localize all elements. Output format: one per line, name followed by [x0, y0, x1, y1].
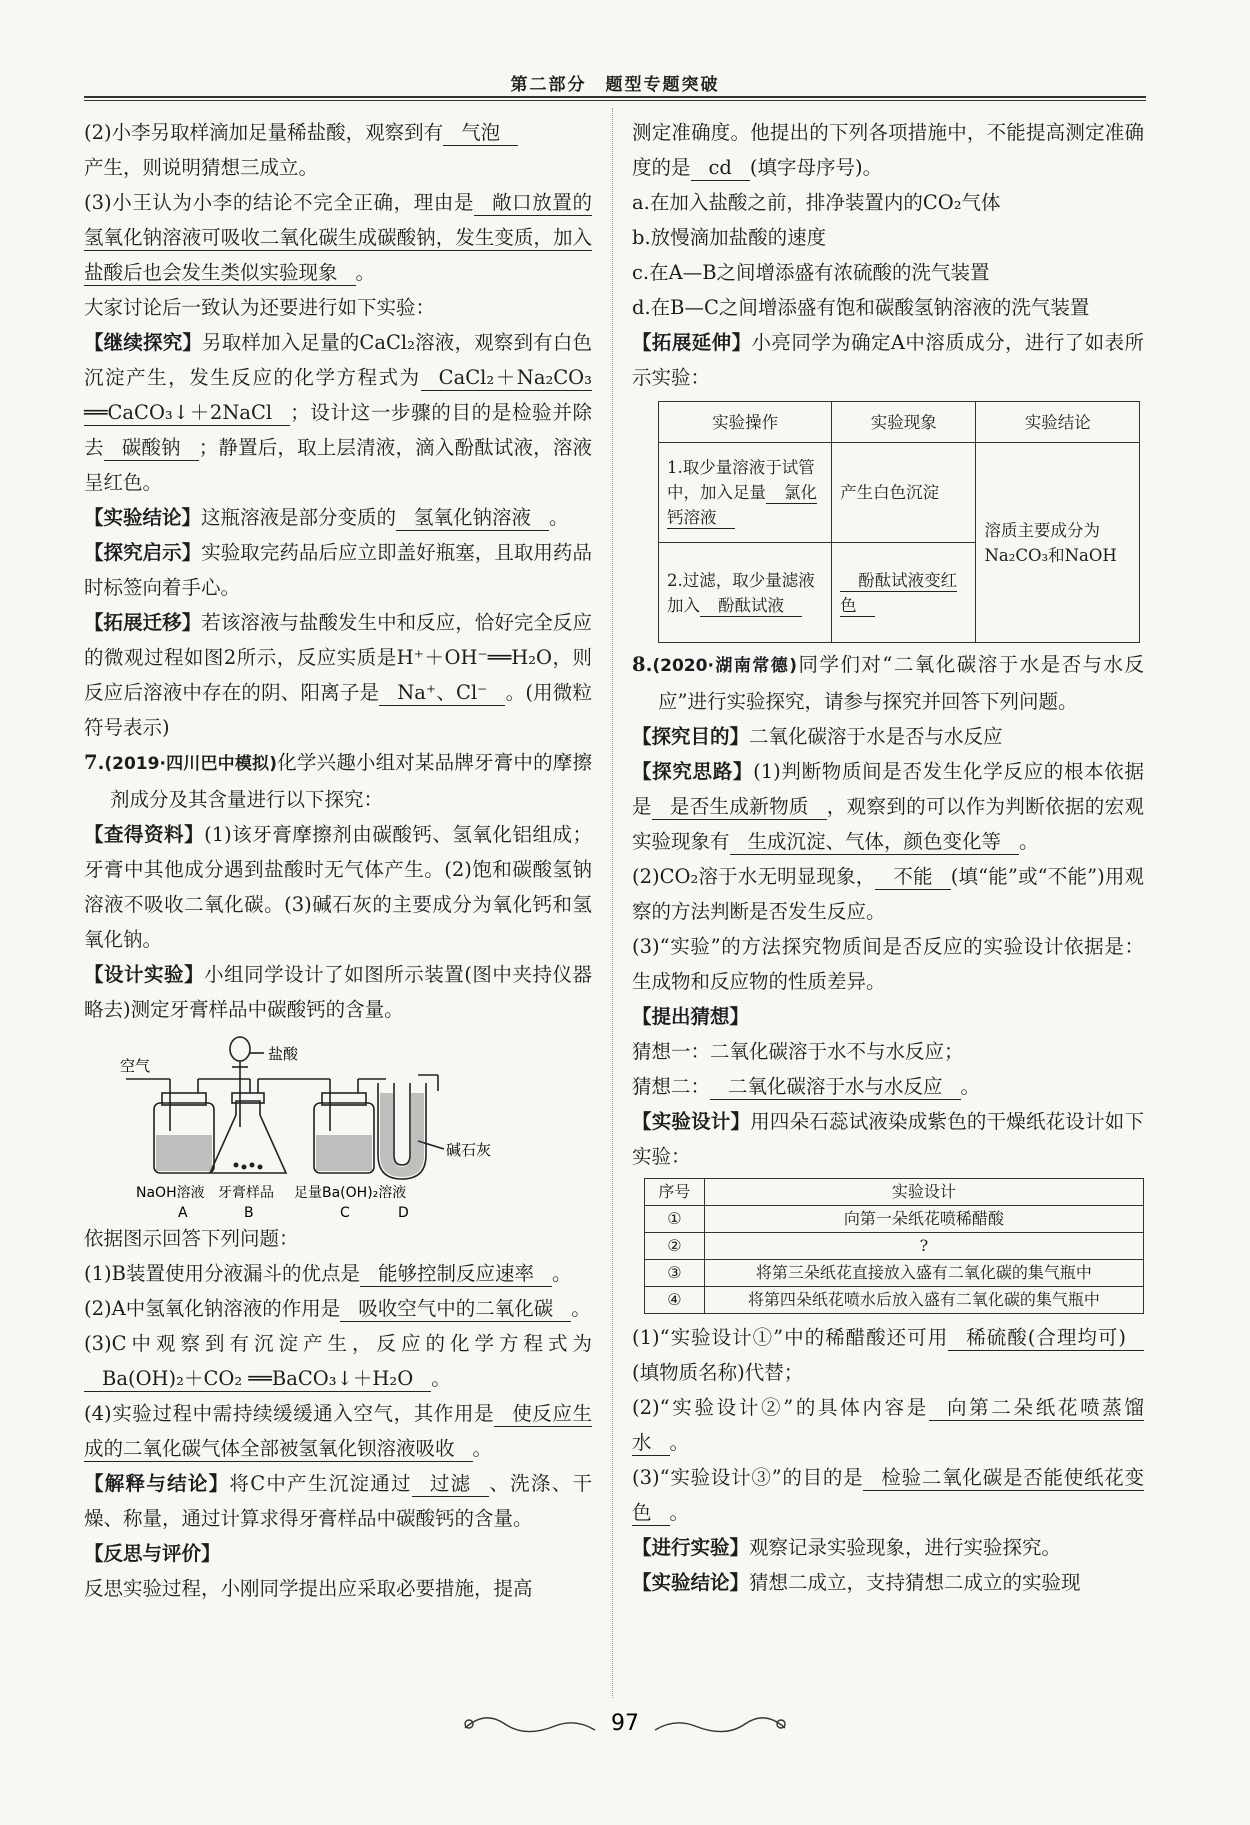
- text-line: 依据图示回答下列问题：: [84, 1227, 299, 1250]
- option-a: a.在加入盐酸之前，排净装置内的CO₂气体: [632, 191, 1001, 214]
- section-tag: 【设计实验】: [84, 963, 205, 986]
- section-tag: 【进行实验】: [632, 1536, 750, 1559]
- text-line: 【拓展迁移】若该溶液与盐酸发生中和反应，恰好完全反应的微观过程如图2所示，反应实质是H⁺＋OH⁻══H₂O，则反应后溶液中存在的阴、阳离子是 Na⁺、Cl⁻ 。(用微粒符号表示): [84, 611, 592, 739]
- table-cell: ?: [704, 1233, 1143, 1260]
- text-line: 【设计实验】小组同学设计了如图所示装置(图中夹持仪器略去)测定牙膏样品中碳酸钙的含量。: [84, 963, 592, 1021]
- apparatus-diagram: [118, 1031, 538, 1221]
- question-8: 8.(2020·湖南常德)同学们对“二氧化碳溶于水是否与水反应”进行实验探究，请参与探究并回答下列问题。: [632, 653, 1144, 713]
- text-line: (3)小王认为小李的结论不完全正确，理由是 敞口放置的氢氧化钠溶液可吸收二氧化碳生成碳酸钠，发生变质，加入盐酸后也会发生类似实验现象 。: [84, 191, 592, 284]
- table-cell: 1.取少量溶液于试管中，加入足量 氯化钙溶液: [659, 443, 832, 543]
- diagram-label-acid: 盐酸: [268, 1045, 299, 1063]
- answer-blank: 生成沉淀、气体，颜色变化等: [730, 830, 1020, 855]
- answer-blank: 氢氧化钠溶液: [396, 506, 549, 531]
- answer-blank: 检验二氧化碳是否能使纸花变色: [632, 1466, 1144, 1524]
- text-line: 猜想二： 二氧化碳溶于水与水反应 。: [632, 1075, 981, 1098]
- text-line: 【探究目的】二氧化碳溶于水是否与水反应: [632, 725, 1003, 748]
- diagram-caption-b: 牙膏样品: [218, 1185, 274, 1201]
- page-header: 第二部分 题型专题突破: [510, 75, 720, 95]
- section-tag: 【继续探究】: [84, 331, 203, 354]
- column-divider: [612, 108, 613, 1698]
- text-line: (3)“实验”的方法探究物质间是否反应的实验设计依据是：生成物和反应物的性质差异。: [632, 935, 1144, 993]
- section-tag: 【解释与结论】: [84, 1472, 230, 1495]
- diagram-label-lime: 碱石灰: [446, 1141, 492, 1159]
- option-b: b.放慢滴加盐酸的速度: [632, 226, 827, 249]
- answer-blank: 不能: [875, 865, 950, 890]
- table-header: 序号: [645, 1179, 705, 1206]
- table-row: [645, 1260, 1144, 1287]
- table-cell: 将第四朵纸花喷水后放入盛有二氧化碳的集气瓶中: [704, 1287, 1143, 1314]
- text-line: 猜想一：二氧化碳溶于水不与水反应；: [632, 1040, 964, 1063]
- table-cell: 产生白色沉淀: [832, 443, 976, 543]
- diagram-letter-c: C: [340, 1205, 350, 1221]
- answer-blank: 过滤: [412, 1472, 490, 1497]
- diagram-caption-a: NaOH溶液: [136, 1185, 205, 1201]
- answer-blank: 向第二朵纸花喷蒸馏水: [632, 1396, 1144, 1454]
- section-tag: 【查得资料】: [84, 823, 205, 846]
- section-tag: 【实验结论】: [632, 1571, 750, 1594]
- text-line: 【探究思路】(1)判断物质间是否发生化学反应的根本依据是 是否生成新物质 ，观察到的可以作为判断依据的宏观实验现象有 生成沉淀、气体，颜色变化等 。: [632, 760, 1144, 853]
- table-header: 实验设计: [704, 1179, 1143, 1206]
- answer-blank: 酚酞试液: [700, 596, 802, 617]
- section-tag: 【实验设计】: [632, 1110, 751, 1133]
- table-row: [645, 1233, 1144, 1260]
- table-row: [659, 443, 1140, 543]
- table-cell: 2.过滤，取少量滤液加入 酚酞试液: [659, 543, 832, 643]
- text-line: (4)实验过程中需持续缓缓通入空气，其作用是 使反应生成的二氧化碳气体全部被氢氧化钡溶液吸收 。: [84, 1402, 592, 1460]
- diagram-letter-d: D: [398, 1205, 409, 1221]
- table-cell: ②: [645, 1233, 705, 1260]
- answer-blank: Na⁺、Cl⁻: [379, 681, 505, 706]
- experiment-table-2: [644, 1178, 1144, 1314]
- question-source: (2019·四川巴中模拟): [104, 754, 277, 774]
- answer-blank: CaCl₂＋Na₂CO₃ ══CaCO₃↓＋2NaCl: [84, 366, 592, 424]
- footer-ornament: [445, 1702, 805, 1742]
- option-d: d.在B—C之间增添盛有饱和碳酸氢钠溶液的洗气装置: [632, 296, 1090, 319]
- table-header-row: [645, 1179, 1144, 1206]
- section-tag: 【拓展迁移】: [84, 611, 202, 634]
- right-column: [632, 115, 1144, 1600]
- page-number: 97: [611, 1711, 639, 1736]
- text-line: 【拓展延伸】小亮同学为确定A中溶质成分，进行了如表所示实验：: [632, 331, 1144, 389]
- text-line: (1)B装置使用分液漏斗的优点是 能够控制反应速率 。: [84, 1262, 572, 1285]
- answer-blank: 气泡: [443, 121, 518, 146]
- diagram-caption-c: 足量Ba(OH)₂溶液: [294, 1185, 407, 1201]
- experiment-table-1: [658, 401, 1140, 643]
- text-line: (3)C中观察到有沉淀产生，反应的化学方程式为Ba(OH)₂＋CO₂ ══BaCO₃↓＋H₂O 。: [84, 1332, 592, 1390]
- text-line: 【实验结论】猜想二成立，支持猜想二成立的实验现: [632, 1571, 1081, 1594]
- table-cell: 将第三朵纸花直接放入盛有二氧化碳的集气瓶中: [704, 1260, 1143, 1287]
- question-source: (2020·湖南常德): [652, 656, 798, 676]
- question-7: 7.(2019·四川巴中模拟)化学兴趣小组对某品牌牙膏中的摩擦剂成分及其含量进行以下探究：: [84, 751, 592, 811]
- section-tag: 【拓展延伸】: [632, 331, 752, 354]
- answer-blank: Ba(OH)₂＋CO₂ ══BaCO₃↓＋H₂O: [84, 1367, 431, 1392]
- text-line: (2)“实验设计②”的具体内容是 向第二朵纸花喷蒸馏水 。: [632, 1396, 1144, 1454]
- section-tag: 【探究启示】: [84, 541, 202, 564]
- left-column: [84, 115, 592, 1606]
- table-cell: 向第一朵纸花喷稀醋酸: [704, 1206, 1143, 1233]
- table-cell: ④: [645, 1287, 705, 1314]
- table-row: [645, 1206, 1144, 1233]
- text-line: 大家讨论后一致认为还要进行如下实验：: [84, 296, 436, 319]
- table-cell: ①: [645, 1206, 705, 1233]
- answer-blank: 氯化钙溶液: [667, 483, 817, 527]
- diagram-label-air: 空气: [120, 1057, 151, 1075]
- page-footer: [0, 1702, 1250, 1742]
- answer-blank: 敞口放置的氢氧化钠溶液可吸收二氧化碳生成碳酸钠，发生变质，加入盐酸后也会发生类似实验现象: [84, 191, 592, 284]
- text-line: (2)小李另取样滴加足量稀盐酸，观察到有 气泡 产生，则说明猜想三成立。: [84, 115, 592, 185]
- answer-blank: 能够控制反应速率: [360, 1262, 552, 1287]
- text-line: 【解释与结论】将C中产生沉淀通过 过滤 、洗涤、干燥、称量，通过计算求得牙膏样品中碳酸钙的含量。: [84, 1472, 592, 1530]
- answer-blank: 酚酞试液变红色: [840, 570, 958, 615]
- table-row: [645, 1287, 1144, 1314]
- table-header: 实验现象: [832, 402, 976, 443]
- text-line: 反思实验过程，小刚同学提出应采取必要措施，提高: [84, 1577, 533, 1600]
- table-cell: [832, 543, 976, 643]
- table-cell: 溶质主要成分为Na₂CO₃和NaOH: [976, 443, 1140, 643]
- table-cell: ③: [645, 1260, 705, 1287]
- answer-blank: 碳酸钠: [104, 436, 199, 461]
- section-tag: 【探究目的】: [632, 725, 750, 748]
- text-line: 【进行实验】观察记录实验现象，进行实验探究。: [632, 1536, 1062, 1559]
- text-line: (2)A中氢氧化钠溶液的作用是 吸收空气中的二氧化碳 。: [84, 1297, 591, 1320]
- answer-blank: 二氧化碳溶于水与水反应: [710, 1075, 961, 1100]
- diagram-letter-b: B: [244, 1205, 254, 1221]
- text-line: 【提出猜想】: [632, 1005, 750, 1028]
- answer-blank: 吸收空气中的二氧化碳: [340, 1297, 571, 1322]
- answer-blank: 稀硫酸(合理均可): [948, 1326, 1144, 1351]
- option-c: c.在A—B之间增添盛有浓硫酸的洗气装置: [632, 261, 990, 284]
- table-header: 实验操作: [659, 402, 832, 443]
- answer-blank: cd: [691, 156, 750, 181]
- text-line: 【反思与评价】: [84, 1542, 221, 1565]
- table-header-row: [659, 402, 1140, 443]
- table-header: 实验结论: [976, 402, 1140, 443]
- text-line: 【探究启示】实验取完药品后应立即盖好瓶塞，且取用药品时标签向着手心。: [84, 541, 592, 599]
- header-rule: [84, 96, 1146, 101]
- text-line: 【实验设计】用四朵石蕊试液染成紫色的干燥纸花设计如下实验：: [632, 1110, 1144, 1168]
- text-line: (3)“实验设计③”的目的是 检验二氧化碳是否能使纸花变色 。: [632, 1466, 1144, 1524]
- text-line: 【继续探究】另取样加入足量的CaCl₂溶液，观察到有白色沉淀产生，发生反应的化学方程式为 CaCl₂＋Na₂CO₃ ══CaCO₃↓＋2NaCl ；设计这一步骤的目的是检验并除去 碳酸钠 ；静置后，取上层清液，滴入酚酞试液，溶液呈红色。: [84, 331, 592, 494]
- diagram-letter-a: A: [178, 1205, 188, 1221]
- text-line: (1)“实验设计①”中的稀醋酸还可用 稀硫酸(合理均可)(填物质名称)代替；: [632, 1320, 1144, 1390]
- text-line: 测定准确度。他提出的下列各项措施中，不能提高测定准确度的是 cd (填字母序号)。: [632, 121, 1144, 179]
- text-line: 【实验结论】这瓶溶液是部分变质的 氢氧化钠溶液 。: [84, 506, 569, 529]
- text-line: (2)CO₂溶于水无明显现象， 不能 (填“能”或“不能”)用观察的方法判断是否发生反应。: [632, 865, 1144, 923]
- section-tag: 【实验结论】: [84, 506, 202, 529]
- text-line: 【查得资料】(1)该牙膏摩擦剂由碳酸钙、氢氧化铝组成；牙膏中其他成分遇到盐酸时无气体产生。(2)饱和碳酸氢钠溶液不吸收二氧化碳。(3)碱石灰的主要成分为氧化钙和氢氧化钠。: [84, 823, 592, 951]
- answer-blank: 使反应生成的二氧化碳气体全部被氢氧化钡溶液吸收: [84, 1402, 592, 1460]
- section-tag: 【探究思路】: [632, 760, 754, 783]
- answer-blank: 是否生成新物质: [652, 795, 827, 820]
